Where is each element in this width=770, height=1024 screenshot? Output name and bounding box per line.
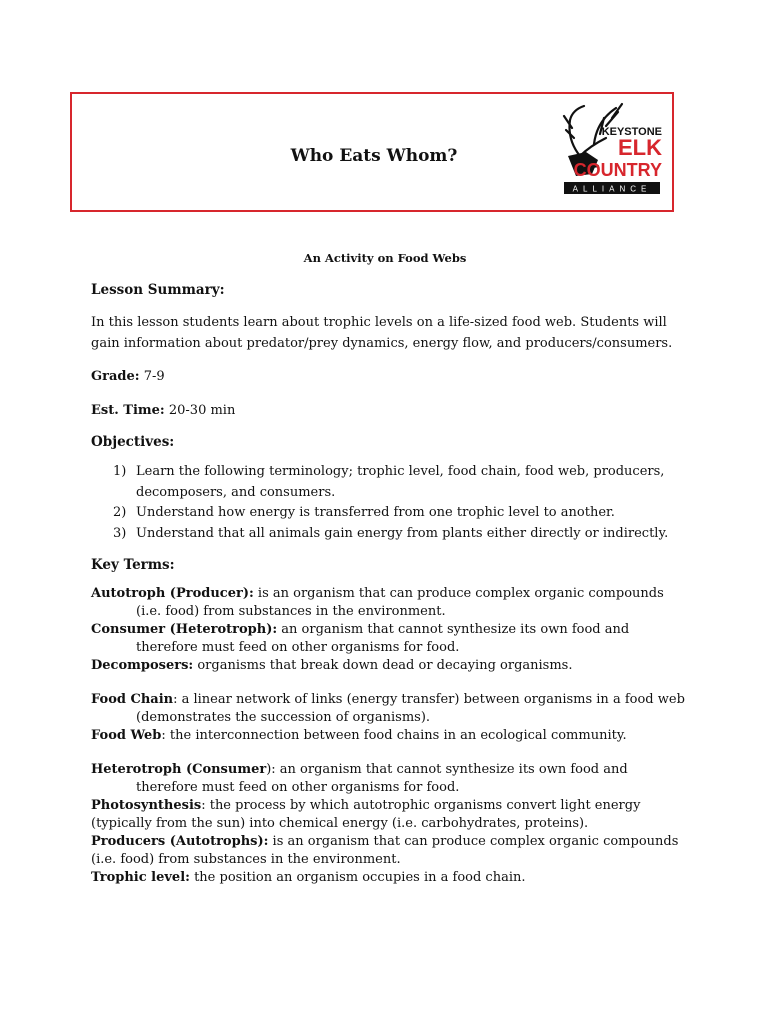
key-terms-group-2 [91,691,691,745]
document-body [91,282,691,887]
document-subtitle: An Activity on Food Webs [303,251,467,265]
logo-elk: ELK [618,135,662,160]
grade-line [91,366,691,387]
term-food-chain: Food Chain: a linear network of links (energy transfer) between organisms in a food web (demonstrates the succession of organisms). [91,692,685,725]
elk-country-logo [558,98,666,204]
header-box [70,92,674,212]
time-value: 20-30 min [168,403,236,418]
logo-keystone: KEYSTONE [601,126,662,138]
time-line [91,400,691,421]
key-terms-heading: Key Terms: [91,557,175,573]
term-decomposers: Decomposers: organisms that break down dead or decaying organisms. [91,658,573,673]
term-food-web: Food Web: the interconnection between food chains in an ecological community. [91,728,627,743]
key-terms-group-3 [91,761,691,887]
objectives-list [91,462,691,544]
logo-country: COUNTRY [573,160,662,180]
term-photosynthesis: Photosynthesis: the process by which autotrophic organisms convert light energy (typically from the sun) into chemical energy (i.e. carbohydrates, proteins). [91,798,641,831]
term-consumer: Consumer (Heterotroph): an organism that cannot synthesize its own food and therefore must feed on other organisms for food. [91,622,630,655]
summary-text: In this lesson students learn about trophic levels on a life-sized food web. Students will gain information about predator/prey dynamics, energy flow, and producers/consumers. [91,315,673,351]
term-producers: Producers (Autotrophs): is an organism that can produce complex organic compounds (i.e. food) from substances in the environment. [91,834,679,867]
list-item: 3) Understand that all animals gain energy from plants either directly or indirectly. [113,525,669,541]
page-title: Who Eats Whom? [290,146,458,166]
objectives-heading: Objectives: [91,434,175,450]
logo-alliance: ALLIANCE [572,184,652,194]
term-autotroph: Autotroph (Producer): is an organism that can produce complex organic compounds (i.e. food) from substances in the environment. [91,586,664,619]
term-heterotroph: Heterotroph (Consumer): an organism that cannot synthesize its own food and therefore must feed on other organisms for food. [91,762,628,795]
list-item: 2) Understand how energy is transferred from one trophic level to another. [113,505,615,520]
list-item: 1) Learn the following terminology; trophic level, food chain, food web, producers, decomposers, and consumers. [113,464,665,500]
term-trophic-level: Trophic level: the position an organism occupies in a food chain. [91,870,526,885]
grade-value: 7-9 [143,369,165,384]
key-terms-group-1 [91,585,691,675]
summary-heading: Lesson Summary: [91,282,225,298]
grade-label: Grade: [91,369,140,384]
time-label: Est. Time: [91,403,165,418]
